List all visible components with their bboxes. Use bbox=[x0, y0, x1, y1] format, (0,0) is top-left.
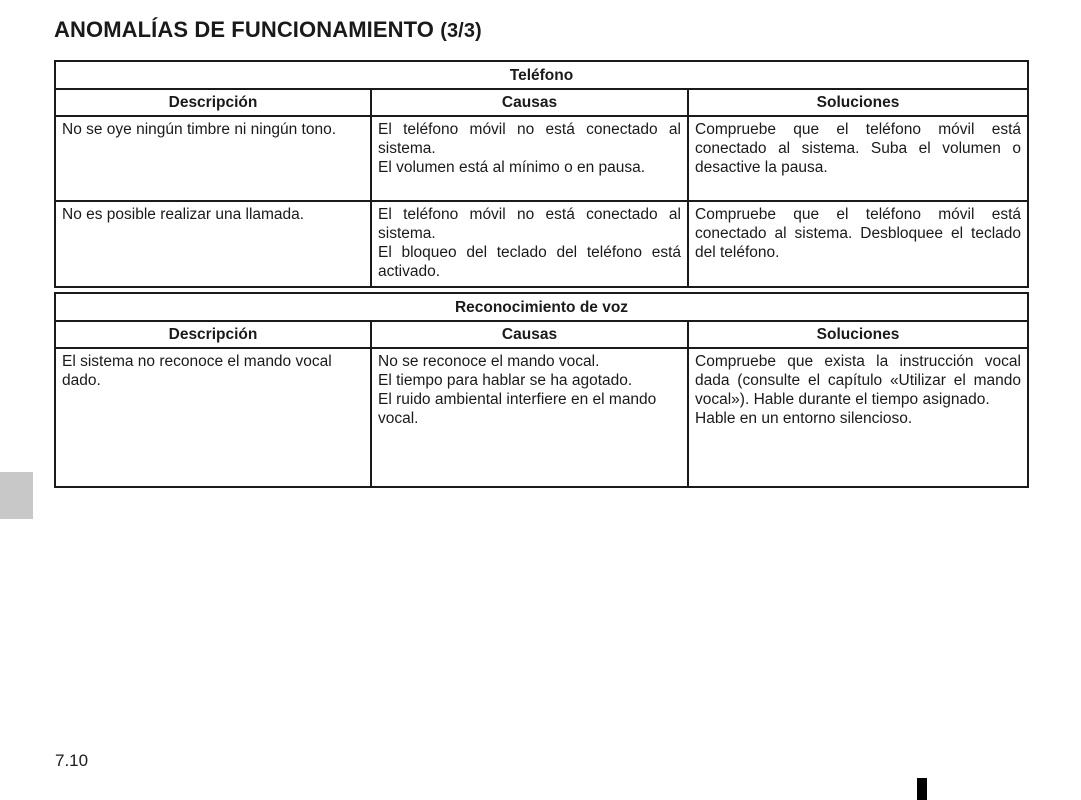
page-title bbox=[54, 17, 482, 44]
page-title-main: ANOMALÍAS DE FUNCIONAMIENTO bbox=[54, 17, 434, 42]
row-causes bbox=[371, 201, 688, 287]
cause-line: El volumen está al mínimo o en pausa. bbox=[378, 159, 646, 176]
cause-line: El bloqueo del teclado del teléfono está activado. bbox=[378, 244, 681, 280]
solution-line: Compruebe que el teléfono móvil está conectado al sistema. Suba el volumen o desactive la pausa. bbox=[695, 121, 1021, 176]
row-causes bbox=[371, 116, 688, 201]
row-description: No se oye ningún timbre ni ningún tono. bbox=[55, 116, 371, 201]
row-causes bbox=[371, 348, 688, 487]
row-solutions bbox=[688, 116, 1028, 201]
solution-line: Compruebe que el teléfono móvil está conectado al sistema. Desbloquee el teclado del teléfono. bbox=[695, 206, 1021, 261]
telefono-table bbox=[54, 60, 1029, 288]
chapter-side-tab bbox=[0, 472, 33, 519]
telefono-section-header: Teléfono bbox=[55, 61, 1028, 89]
row-description: No es posible realizar una llamada. bbox=[55, 201, 371, 287]
voice-header-description: Descripción bbox=[55, 321, 371, 348]
solution-line: Compruebe que exista la instrucción vocal dada (consulte el capítulo «Utilizar el mando vocal»). Hable durante el tiempo asignado. bbox=[695, 353, 1021, 408]
page-number: 7.10 bbox=[55, 751, 89, 770]
print-crop-mark bbox=[917, 778, 927, 800]
telefono-header-solutions: Soluciones bbox=[688, 89, 1028, 116]
row-solutions bbox=[688, 348, 1028, 487]
row-solutions bbox=[688, 201, 1028, 287]
page-title-part: (3/3) bbox=[440, 20, 482, 42]
cause-line: El ruido ambiental interfiere en el mando vocal. bbox=[378, 391, 657, 427]
table-row bbox=[55, 348, 1028, 487]
voice-header-solutions: Soluciones bbox=[688, 321, 1028, 348]
cause-line: No se reconoce el mando vocal. bbox=[378, 353, 600, 370]
row-description: El sistema no reconoce el mando vocal dado. bbox=[55, 348, 371, 487]
solution-line: Hable en un entorno silencioso. bbox=[695, 410, 913, 427]
table-row bbox=[55, 201, 1028, 287]
cause-line: El teléfono móvil no está conectado al sistema. bbox=[378, 206, 681, 242]
voice-header-causes: Causas bbox=[371, 321, 688, 348]
cause-line: El tiempo para hablar se ha agotado. bbox=[378, 372, 633, 389]
telefono-header-causes: Causas bbox=[371, 89, 688, 116]
voice-recognition-table bbox=[54, 292, 1029, 488]
voice-section-header: Reconocimiento de voz bbox=[55, 293, 1028, 321]
telefono-header-description: Descripción bbox=[55, 89, 371, 116]
cause-line: El teléfono móvil no está conectado al sistema. bbox=[378, 121, 681, 157]
table-row bbox=[55, 116, 1028, 201]
